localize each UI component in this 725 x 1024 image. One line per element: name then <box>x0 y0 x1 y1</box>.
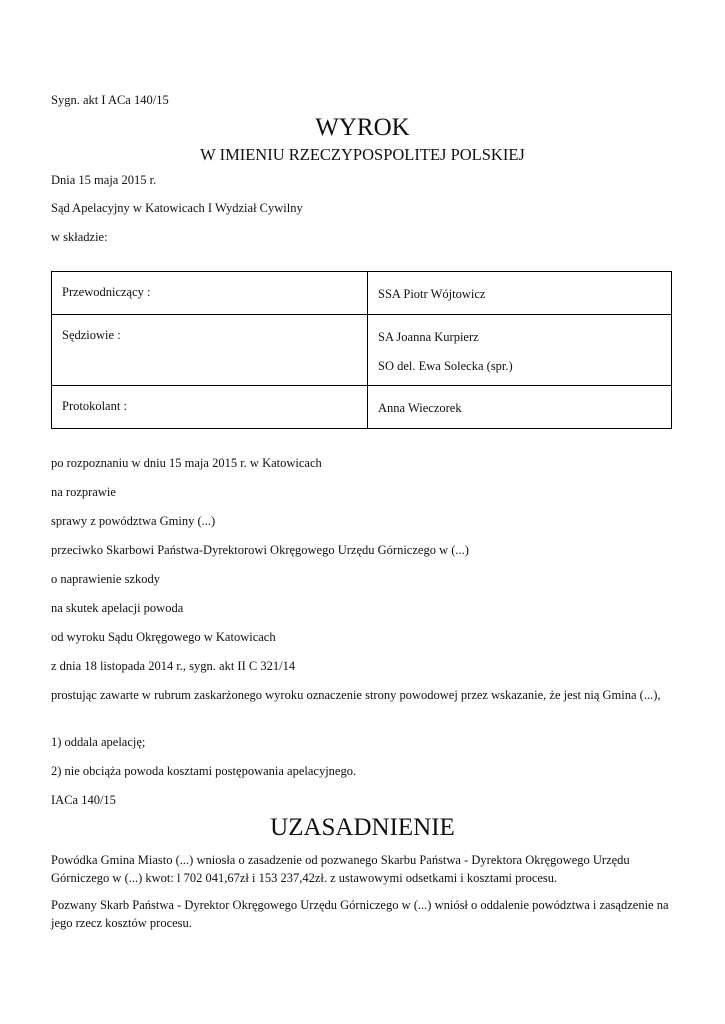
case-reference: IACa 140/15 <box>51 793 116 807</box>
body-line: z dnia 18 listopada 2014 r., sygn. akt II C 321/14 <box>51 659 296 673</box>
court-panel-table <box>51 271 672 429</box>
body-line: na rozprawie <box>51 485 116 499</box>
body-line: sprawy z powództwa Gminy (...) <box>51 514 216 528</box>
body-line: po rozpoznaniu w dniu 15 maja 2015 r. w Katowicach <box>51 456 322 470</box>
body-line: przeciwko Skarbowi Państwa-Dyrektorowi Okręgowego Urzędu Górniczego w (...) <box>51 543 469 557</box>
panel-label: Sędziowie : <box>52 315 368 386</box>
panel-row-judges <box>52 315 672 386</box>
court-name: Sąd Apelacyjny w Katowicach I Wydział Cywilny <box>51 201 303 215</box>
body-line: na skutek apelacji powoda <box>51 601 184 615</box>
justification-paragraph: Pozwany Skarb Państwa - Dyrektor Okręgowego Urzędu Górniczego w (...) wniósł o oddalenie powództwa i zasądzenie na jego rzecz kosztów procesu. <box>51 898 669 930</box>
panel-label: Przewodniczący : <box>52 272 368 315</box>
judgment-date: Dnia 15 maja 2015 r. <box>51 173 157 187</box>
composition-label: w składzie: <box>51 230 108 244</box>
ruling-intro: prostując zawarte w rubrum zaskarżonego wyroku oznaczenie strony powodowej przez wskazanie, że jest nią Gmina (...), <box>51 688 661 702</box>
case-signature: Sygn. akt I ACa 140/15 <box>51 93 169 107</box>
ruling-point: 2) nie obciąża powoda kosztami postępowania apelacyjnego. <box>51 764 357 778</box>
panel-value <box>368 386 672 429</box>
panel-row-chair <box>52 272 672 315</box>
document-title: WYROK <box>315 114 410 141</box>
justification-paragraph: Powódka Gmina Miasto (...) wniosła o zasadzenie od pozwanego Skarbu Państwa - Dyrektora Okręgowego Urzędu Górniczego w (...) kwot: l 702 041,67zł i 153 237,42zł. z ustawowymi odsetkami i kosztami procesu. <box>51 853 630 885</box>
panel-value <box>368 272 672 315</box>
panel-person: Anna Wieczorek <box>378 401 462 415</box>
body-line: od wyroku Sądu Okręgowego w Katowicach <box>51 630 276 644</box>
panel-row-recorder <box>52 386 672 429</box>
panel-person: SO del. Ewa Solecka (spr.) <box>378 359 513 373</box>
body-line: o naprawienie szkody <box>51 572 160 586</box>
justification-title: UZASADNIENIE <box>270 814 455 841</box>
panel-label: Protokolant : <box>52 386 368 429</box>
panel-person: SA Joanna Kurpierz <box>378 330 479 344</box>
panel-value <box>368 315 672 386</box>
ruling-point: 1) oddala apelację; <box>51 735 146 749</box>
panel-person: SSA Piotr Wójtowicz <box>378 287 486 301</box>
document-subtitle: W IMIENIU RZECZYPOSPOLITEJ POLSKIEJ <box>200 145 525 164</box>
